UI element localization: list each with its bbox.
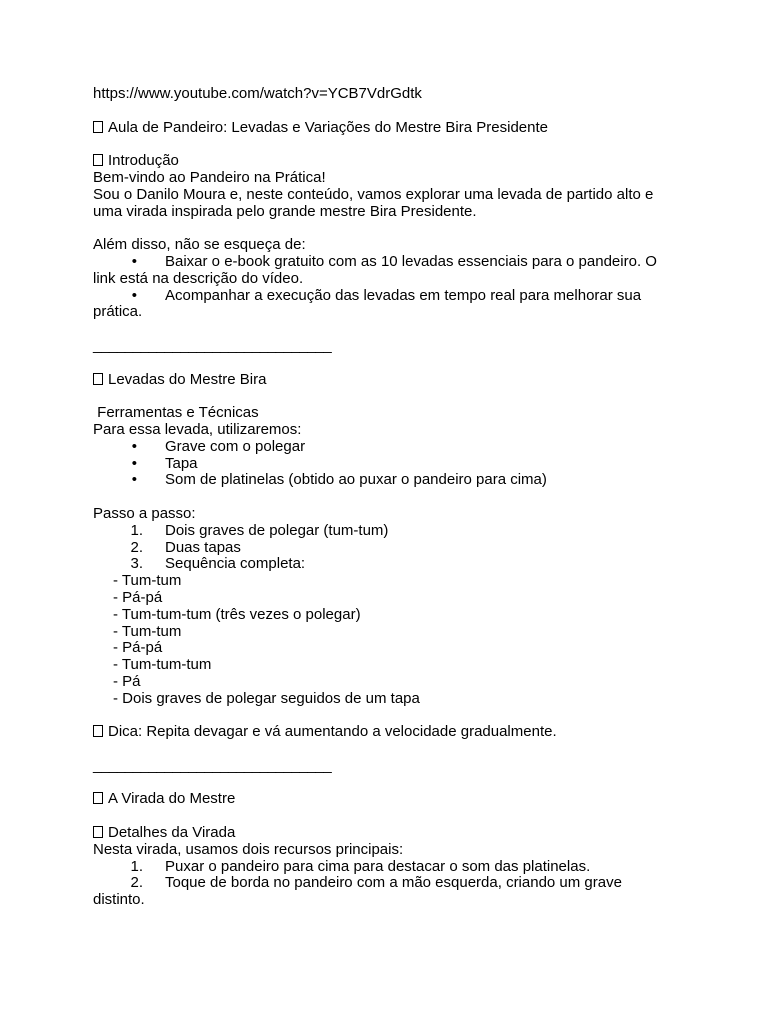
reminder-intro: Além disso, não se esqueça de:: [93, 236, 306, 254]
intro-paragraph: Sou o Danilo Moura e, neste conteúdo, vamos explorar uma levada de partido alto e uma virada inspirada pelo grande mestre Bira Presidente.: [93, 185, 658, 220]
section-separator: ______________________________: [93, 756, 332, 774]
sequence-item: - Pá: [113, 672, 141, 690]
missing-glyph-icon: [93, 792, 103, 804]
tip-line: Dica: Repita devagar e vá aumentando a velocidade gradualmente.: [93, 724, 693, 741]
missing-glyph-icon: [93, 154, 103, 166]
missing-glyph-icon: [93, 373, 103, 385]
sequence-item: - Tum-tum-tum: [113, 656, 212, 674]
list-item: • Som de platinelas (obtido ao puxar o pandeiro para cima): [131, 471, 547, 489]
intro-heading: Introdução: [93, 153, 693, 170]
video-url[interactable]: https://www.youtube.com/watch?v=YCB7VdrGdtk: [93, 85, 422, 102]
step-item: 3. Sequência completa:: [130, 555, 306, 573]
step-item-continuation: distinto.: [93, 891, 145, 909]
section-heading-virada: A Virada do Mestre: [93, 791, 693, 808]
tools-intro: Para essa levada, utilizaremos:: [93, 420, 302, 438]
step-item: 1. Puxar o pandeiro para cima para destacar o som das platinelas.: [130, 857, 591, 875]
steps-heading: Passo a passo:: [93, 504, 196, 522]
step-item: 2. Duas tapas: [130, 538, 241, 556]
list-item: • Tapa: [131, 454, 198, 472]
tools-heading: Ferramentas e Técnicas: [93, 404, 259, 422]
missing-glyph-icon: [93, 826, 103, 838]
sequence-item: - Tum-tum-tum (três vezes o polegar): [113, 605, 361, 623]
page-title: Aula de Pandeiro: Levadas e Variações do Mestre Bira Presidente: [93, 120, 693, 137]
missing-glyph-icon: [93, 725, 103, 737]
document-page: [93, 86, 693, 909]
list-item: • Acompanhar a execução das levadas em tempo real para melhorar sua prática.: [93, 286, 646, 321]
section-heading-levadas: Levadas do Mestre Bira: [93, 372, 693, 389]
list-item: • Baixar o e-book gratuito com as 10 levadas essenciais para o pandeiro. O link está na descrição do vídeo.: [93, 252, 662, 287]
details-heading: Detalhes da Virada: [93, 825, 693, 842]
list-item: • Grave com o polegar: [131, 437, 306, 455]
sequence-item: - Dois graves de polegar seguidos de um tapa: [113, 689, 420, 707]
sequence-item: - Pá-pá: [113, 639, 163, 657]
sequence-item: - Pá-pá: [113, 588, 163, 606]
virada-intro: Nesta virada, usamos dois recursos principais:: [93, 840, 404, 858]
step-item: 1. Dois graves de polegar (tum-tum): [130, 521, 389, 539]
welcome-line: Bem-vindo ao Pandeiro na Prática!: [93, 168, 326, 186]
sequence-item: - Tum-tum: [113, 572, 182, 590]
step-item: 2. Toque de borda no pandeiro com a mão esquerda, criando um grave: [130, 874, 622, 892]
sequence-item: - Tum-tum: [113, 622, 182, 640]
section-separator: ______________________________: [93, 336, 332, 354]
missing-glyph-icon: [93, 121, 103, 133]
